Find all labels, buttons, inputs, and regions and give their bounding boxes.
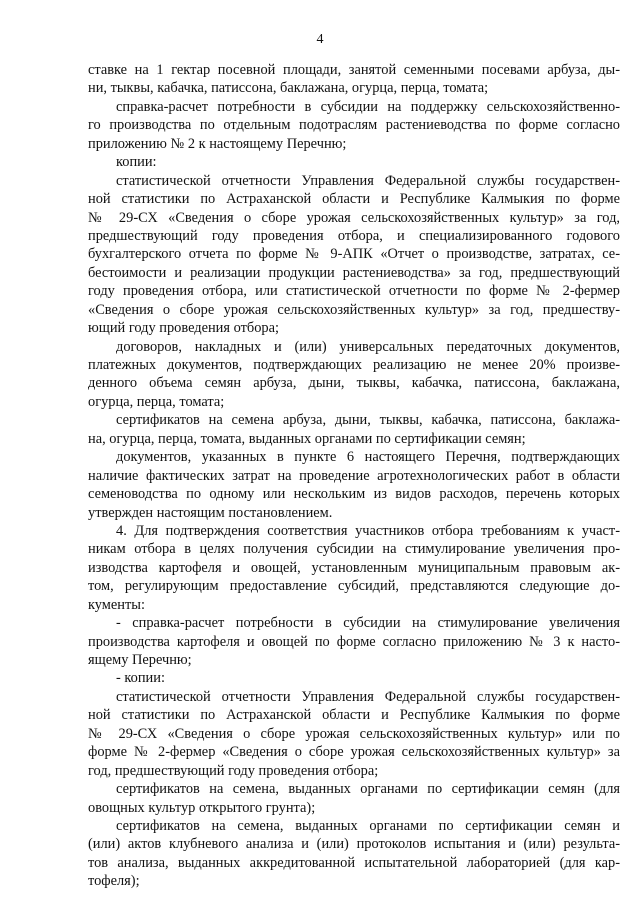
text-line: статистической отчетности Управления Федеральной службы государствен- <box>116 688 620 705</box>
text-line: денного объема семян арбуза, дыни, тыквы, кабачка, патиссона, баклажана, <box>88 375 620 392</box>
text-line: тофеля); <box>88 873 140 890</box>
document-body <box>88 61 620 891</box>
text-line: ющий году проведения отбора; <box>88 320 279 337</box>
text-line: том, регулирующим предоставление субсидий, представляются следующие до- <box>88 578 620 595</box>
text-line: огурца, перца, томата; <box>88 393 225 410</box>
text-line: копии: <box>116 154 157 171</box>
text-line: сертификатов на семена, выданных органами по сертификации семян (для <box>116 781 620 798</box>
text-line: овощных культур открытого грунта); <box>88 799 316 816</box>
text-line: году проведения отбора, или статистической отчетности по форме № 2-фермер <box>88 283 620 300</box>
text-line: договоров, накладных и (или) универсальных передаточных документов, <box>116 338 620 355</box>
text-line: никам отбора в целях получения субсидии на стимулирование увеличения про- <box>88 541 620 558</box>
text-line: приложению № 2 к настоящему Перечню; <box>88 135 347 152</box>
text-line: наличие фактических затрат на проведение агротехнологических работ в области <box>88 467 620 484</box>
text-line: - справка-расчет потребности в субсидии на стимулирование увеличения <box>116 615 620 632</box>
text-line: бестоимости и реализации продукции растениеводства» за год, предшествующий <box>88 264 620 281</box>
text-line: го производства по отдельным подотраслям растениеводства по форме согласно <box>88 117 620 134</box>
text-line: справка-расчет потребности в субсидии на поддержку сельскохозяйственно- <box>116 98 620 115</box>
text-line: изводства картофеля и овощей, установленным муниципальным правовым ак- <box>88 559 620 576</box>
text-line: ной статистики по Астраханской области и Республике Калмыкия по форме <box>88 707 620 724</box>
text-line: ной статистики по Астраханской области и Республике Калмыкия по форме <box>88 191 620 208</box>
text-line: «Сведения о сборе урожая сельскохозяйственных культур» за год, предшеству- <box>88 301 620 318</box>
text-line: бухгалтерского отчета по форме № 9-АПК «Отчет о производстве, затратах, се- <box>88 246 620 263</box>
text-line: (или) актов клубневого анализа и (или) протоколов испытания и (или) результа- <box>88 836 620 853</box>
text-line: год, предшествующий году проведения отбора; <box>88 762 379 779</box>
text-line: предшествующий году проведения отбора, и специализированного годового <box>88 227 620 244</box>
text-line: сертификатов на семена, выданных органами по сертификации семян и <box>116 817 620 834</box>
text-line: ящему Перечню; <box>88 652 192 668</box>
text-line: производства картофеля и овощей по форме согласно приложению № 3 к насто- <box>88 633 620 650</box>
text-line: - копии: <box>116 670 165 687</box>
text-line: 4. Для подтверждения соответствия участников отбора требованиям к участ- <box>116 522 620 539</box>
text-line: № 29-СХ «Сведения о сборе урожая сельскохозяйственных культур» или по <box>88 725 620 742</box>
page-number: 4 <box>316 32 324 47</box>
text-line: тов анализа, выданных аккредитованной испытательной лабораторией (для кар- <box>88 854 620 871</box>
text-line: на, огурца, перца, томата, выданных органами по сертификации семян; <box>88 430 526 447</box>
text-line: форме № 2-фермер «Сведения о сборе урожая сельскохозяйственных культур» за <box>88 744 620 761</box>
text-line: документов, указанных в пункте 6 настоящего Перечня, подтверждающих <box>116 449 620 466</box>
text-line: ставке на 1 гектар посевной площади, занятой семенными посевами арбуза, ды- <box>88 62 620 78</box>
text-line: семеноводства по одному или нескольким из видов расходов, перечень которых <box>88 486 620 503</box>
text-line: кументы: <box>88 596 145 613</box>
text-line: сертификатов на семена арбуза, дыни, тыквы, кабачка, патиссона, баклажа- <box>116 412 620 429</box>
text-line: № 29-СХ «Сведения о сборе урожая сельскохозяйственных культур» за год, <box>88 209 620 226</box>
text-line: статистической отчетности Управления Федеральной службы государствен- <box>116 172 620 189</box>
text-line: утвержден настоящим постановлением. <box>88 504 333 521</box>
text-line: ни, тыквы, кабачка, патиссона, баклажана, огурца, перца, томата; <box>88 80 489 97</box>
text-line: платежных документов, подтверждающих реализацию не менее 20% произве- <box>88 357 620 373</box>
